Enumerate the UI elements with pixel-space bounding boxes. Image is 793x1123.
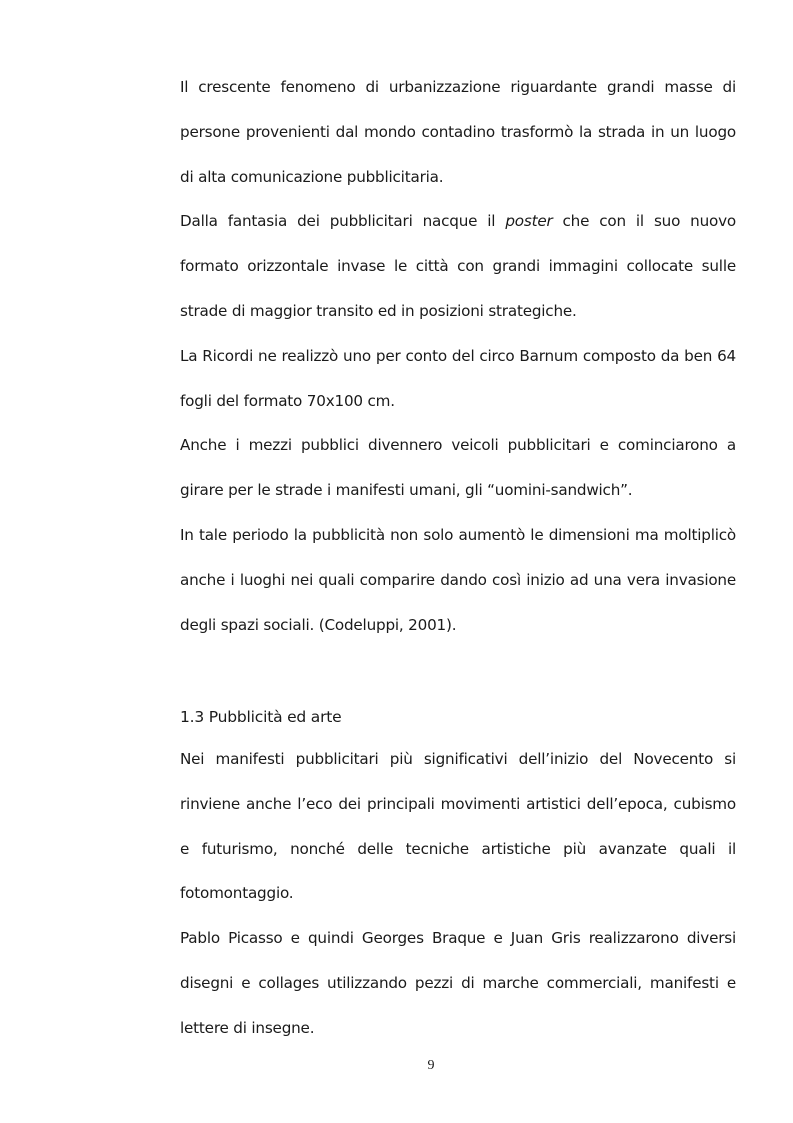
paragraph-poster-before: Dalla fantasia dei pubblicitari nacque il: [180, 212, 506, 231]
paragraph-poster-after: che con il suo nuovo formato orizzontale invase le città con grandi immagini collocate sulle strade di maggior transito ed in posizioni strategiche.: [180, 212, 736, 320]
paragraph-picasso: Pablo Picasso e quindi Georges Braque e Juan Gris realizzarono diversi disegni e collages utilizzando pezzi di marche commerciali, manifesti e lettere di insegne.: [180, 929, 736, 1037]
paragraph-art-movements: Nei manifesti pubblicitari più significativi dell’inizio del Novecento si rinviene anche l’eco dei principali movimenti artistici dell’epoca, cubismo e futurismo, nonché delle tecniche artistiche più avanzate quali il fotomontaggio.: [180, 750, 736, 903]
paragraph-urbanization: Il crescente fenomeno di urbanizzazione riguardante grandi masse di persone provenienti dal mondo contadino trasformò la strada in un luogo di alta comunicazione pubblicitaria.: [180, 78, 736, 186]
section-art-text: [180, 737, 736, 1051]
section-urbanization-text: [180, 65, 736, 647]
poster-emphasis: poster: [505, 212, 553, 231]
section-heading: 1.3 Pubblicità ed arte: [180, 708, 342, 726]
paragraph-ricordi: La Ricordi ne realizzò uno per conto del circo Barnum composto da ben 64 fogli del formato 70x100 cm.: [180, 346, 736, 410]
paragraph-poster: [180, 199, 736, 333]
paragraph-public-transport: Anche i mezzi pubblici divennero veicoli pubblicitari e cominciarono a girare per le strade i manifesti umani, gli “uomini-sandwich”.: [180, 436, 736, 500]
paragraph-invasion: In tale periodo la pubblicità non solo aumentò le dimensioni ma moltiplicò anche i luoghi nei quali comparire dando così inizio ad una vera invasione degli spazi sociali. (Codeluppi, 2001).: [180, 525, 736, 634]
page-number: 9: [427, 1058, 435, 1073]
